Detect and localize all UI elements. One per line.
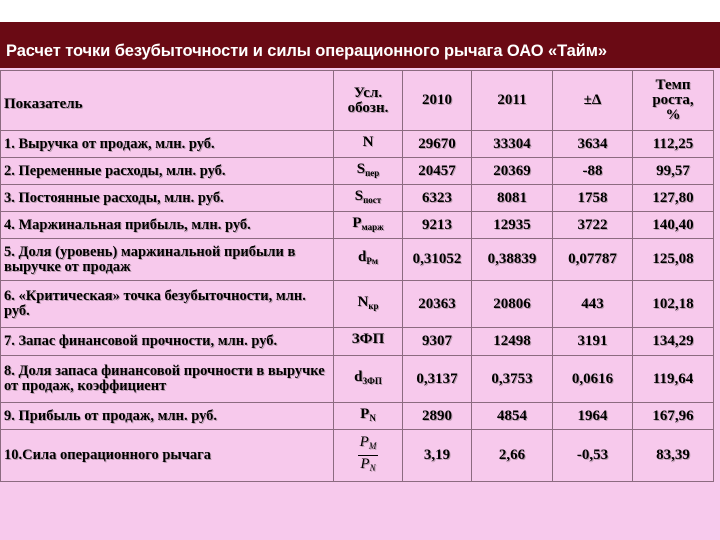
row-label: 4. Маржинальная прибыль, млн. руб. [1, 212, 334, 239]
table-header-row [1, 71, 714, 131]
table-row [1, 158, 714, 185]
cell-growth: 140,40 [633, 212, 714, 239]
cell-2011: 33304 [472, 131, 553, 158]
breakeven-table [0, 70, 714, 482]
cell-2011: 20369 [472, 158, 553, 185]
cell-delta: 0,07787 [553, 239, 633, 281]
row-label: 3. Постоянные расходы, млн. руб. [1, 185, 334, 212]
cell-2011: 4854 [472, 403, 553, 430]
table-row [1, 239, 714, 281]
header-symbol: Усл. обозн. [334, 71, 403, 131]
cell-growth: 125,08 [633, 239, 714, 281]
cell-delta: 1758 [553, 185, 633, 212]
cell-delta: 3722 [553, 212, 633, 239]
row-symbol: $d_{Pм}$ [334, 239, 403, 281]
row-symbol: $P_N$ [334, 403, 403, 430]
row-symbol: ЗФП [334, 328, 403, 356]
top-margin [0, 0, 720, 22]
cell-2010: 3,19 [403, 430, 472, 482]
header-2010: 2010 [403, 71, 472, 131]
fraction: $\frac{P_M}{P_N}$ [359, 434, 377, 473]
table-row [1, 185, 714, 212]
row-symbol: $d_{ЗФП}$ [334, 356, 403, 403]
cell-delta: 3634 [553, 131, 633, 158]
cell-2010: 29670 [403, 131, 472, 158]
cell-2010: 20363 [403, 281, 472, 328]
cell-2010: 6323 [403, 185, 472, 212]
row-symbol: $S_{пост}$ [334, 185, 403, 212]
row-label: 8. Доля запаса финансовой прочности в выручке от продаж, коэффициент [1, 356, 334, 403]
row-label: 10.Сила операционного рычага [1, 430, 334, 482]
table-row [1, 430, 714, 482]
cell-delta: 443 [553, 281, 633, 328]
cell-delta: -0,53 [553, 430, 633, 482]
cell-growth: 102,18 [633, 281, 714, 328]
row-label: 9. Прибыль от продаж, млн. руб. [1, 403, 334, 430]
cell-2011: 8081 [472, 185, 553, 212]
cell-growth: 127,80 [633, 185, 714, 212]
table-row [1, 328, 714, 356]
row-label: 7. Запас финансовой прочности, млн. руб. [1, 328, 334, 356]
cell-2011: 20806 [472, 281, 553, 328]
header-growth: Темп роста, % [633, 71, 714, 131]
row-symbol: $P_{марж}$ [334, 212, 403, 239]
cell-growth: 112,25 [633, 131, 714, 158]
row-symbol-fraction [334, 430, 403, 482]
table-row [1, 212, 714, 239]
row-symbol: N [334, 131, 403, 158]
header-2011: 2011 [472, 71, 553, 131]
cell-delta: 3191 [553, 328, 633, 356]
cell-delta: 0,0616 [553, 356, 633, 403]
header-indicator: Показатель [1, 71, 334, 131]
cell-growth: 119,64 [633, 356, 714, 403]
cell-growth: 83,39 [633, 430, 714, 482]
row-label: 2. Переменные расходы, млн. руб. [1, 158, 334, 185]
cell-delta: 1964 [553, 403, 633, 430]
cell-2010: 2890 [403, 403, 472, 430]
row-label: 1. Выручка от продаж, млн. руб. [1, 131, 334, 158]
cell-2011: 0,3753 [472, 356, 553, 403]
row-symbol: $S_{пер}$ [334, 158, 403, 185]
table-row [1, 356, 714, 403]
cell-2011: 12498 [472, 328, 553, 356]
cell-2010: 9307 [403, 328, 472, 356]
cell-2010: 9213 [403, 212, 472, 239]
header-delta: ±Δ [553, 71, 633, 131]
table-row [1, 131, 714, 158]
cell-2011: 2,66 [472, 430, 553, 482]
cell-2010: 0,3137 [403, 356, 472, 403]
row-label: 5. Доля (уровень) маржинальной прибыли в выручке от продаж [1, 239, 334, 281]
cell-growth: 134,29 [633, 328, 714, 356]
cell-growth: 167,96 [633, 403, 714, 430]
cell-2010: 0,31052 [403, 239, 472, 281]
table-container [0, 70, 720, 482]
cell-2011: 12935 [472, 212, 553, 239]
cell-2011: 0,38839 [472, 239, 553, 281]
cell-growth: 99,57 [633, 158, 714, 185]
cell-2010: 20457 [403, 158, 472, 185]
row-label: 6. «Критическая» точка безубыточности, млн. руб. [1, 281, 334, 328]
row-symbol: $N_{кр}$ [334, 281, 403, 328]
table-row [1, 403, 714, 430]
cell-delta: -88 [553, 158, 633, 185]
table-row [1, 281, 714, 328]
slide-title: Расчет точки безубыточности и силы операционного рычага ОАО «Тайм» [6, 42, 607, 60]
